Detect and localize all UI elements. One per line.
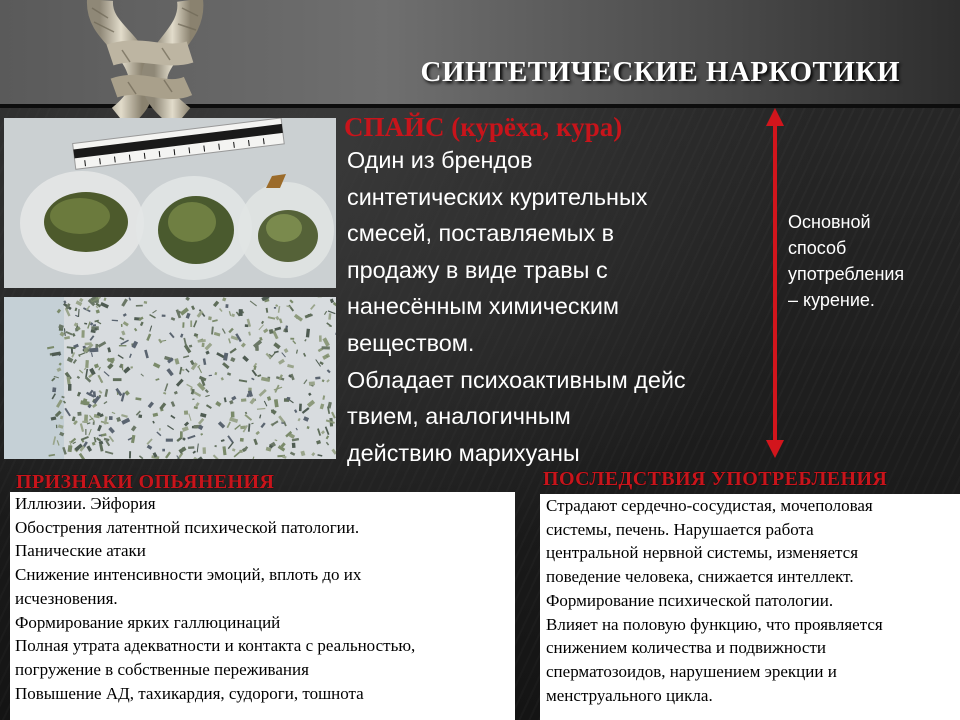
usage-note-line: способ [788,238,847,258]
effects-line: системы, печень. Нарушается работа [546,519,814,539]
photo-herbal-bags [4,118,336,288]
double-arrow-icon [762,108,788,458]
signs-heading: ПРИЗНАКИ ОПЬЯНЕНИЯ [16,471,275,493]
description-line: твием, аналогичным [347,403,571,430]
description-line: Один из брендов [347,147,533,173]
herbal-bags-illustration [4,118,336,288]
effects-line: менструального цикла. [546,685,713,705]
description-line: веществом. [347,329,475,356]
description-line: действию марихуаны [347,439,580,466]
description-line: Обладает психоактивным дейс [347,366,686,393]
effects-line: Формирование психической патологии. [546,590,834,610]
effects-line: Влияет на половую функцию, что проявляется [546,614,883,634]
effects-line: поведение человека, снижается интеллект. [546,567,854,587]
description-line: продажу в виде травы с [347,256,608,283]
usage-note-line: Основной [788,212,871,232]
usage-note-line: – курение. [788,290,875,310]
signs-line: Полная утрата адекватности и контакта с реальностью, [15,636,416,656]
slide-title: СИНТЕТИЧЕСКИЕ НАРКОТИКИ [420,56,900,88]
effects-line: снижением количества и подвижности [546,638,826,658]
effects-line: сперматозоидов, нарушением эрекции и [546,661,837,681]
signs-line: Повышение АД, тахикардия, судороги, тошнота [15,683,364,703]
spice-title: СПАЙС (курёха, кура) [344,112,623,142]
usage-note-line: употребления [788,264,905,284]
signs-line: исчезновения. [15,588,118,608]
spice-description [347,142,767,471]
usage-note [788,209,948,313]
effects-line: Страдают сердечно-сосудистая, мочеполовая [546,496,873,515]
rope-knot-icon [70,0,230,118]
signs-panel [10,492,515,720]
signs-line: Обострения латентной психической патологии. [15,517,360,537]
description-line: синтетических курительных [347,183,648,210]
photo-crushed-herbs [4,297,336,459]
crushed-herbs-illustration [4,297,336,459]
effects-line: центральной нервной системы, изменяется [546,543,859,563]
signs-line: Снижение интенсивности эмоций, вплоть до их [15,565,362,585]
signs-line: Панические атаки [15,541,146,561]
signs-line: Формирование ярких галлюцинаций [15,612,281,632]
description-line: смесей, поставляемых в [347,220,615,247]
description-line: нанесённым химическим [347,293,619,320]
signs-line: погружение в собственные переживания [15,659,309,679]
effects-heading: ПОСЛЕДСТВИЯ УПОТРЕБЛЕНИЯ [543,468,888,490]
effects-panel [540,494,960,720]
signs-line: Иллюзии. Эйфория [15,494,156,513]
